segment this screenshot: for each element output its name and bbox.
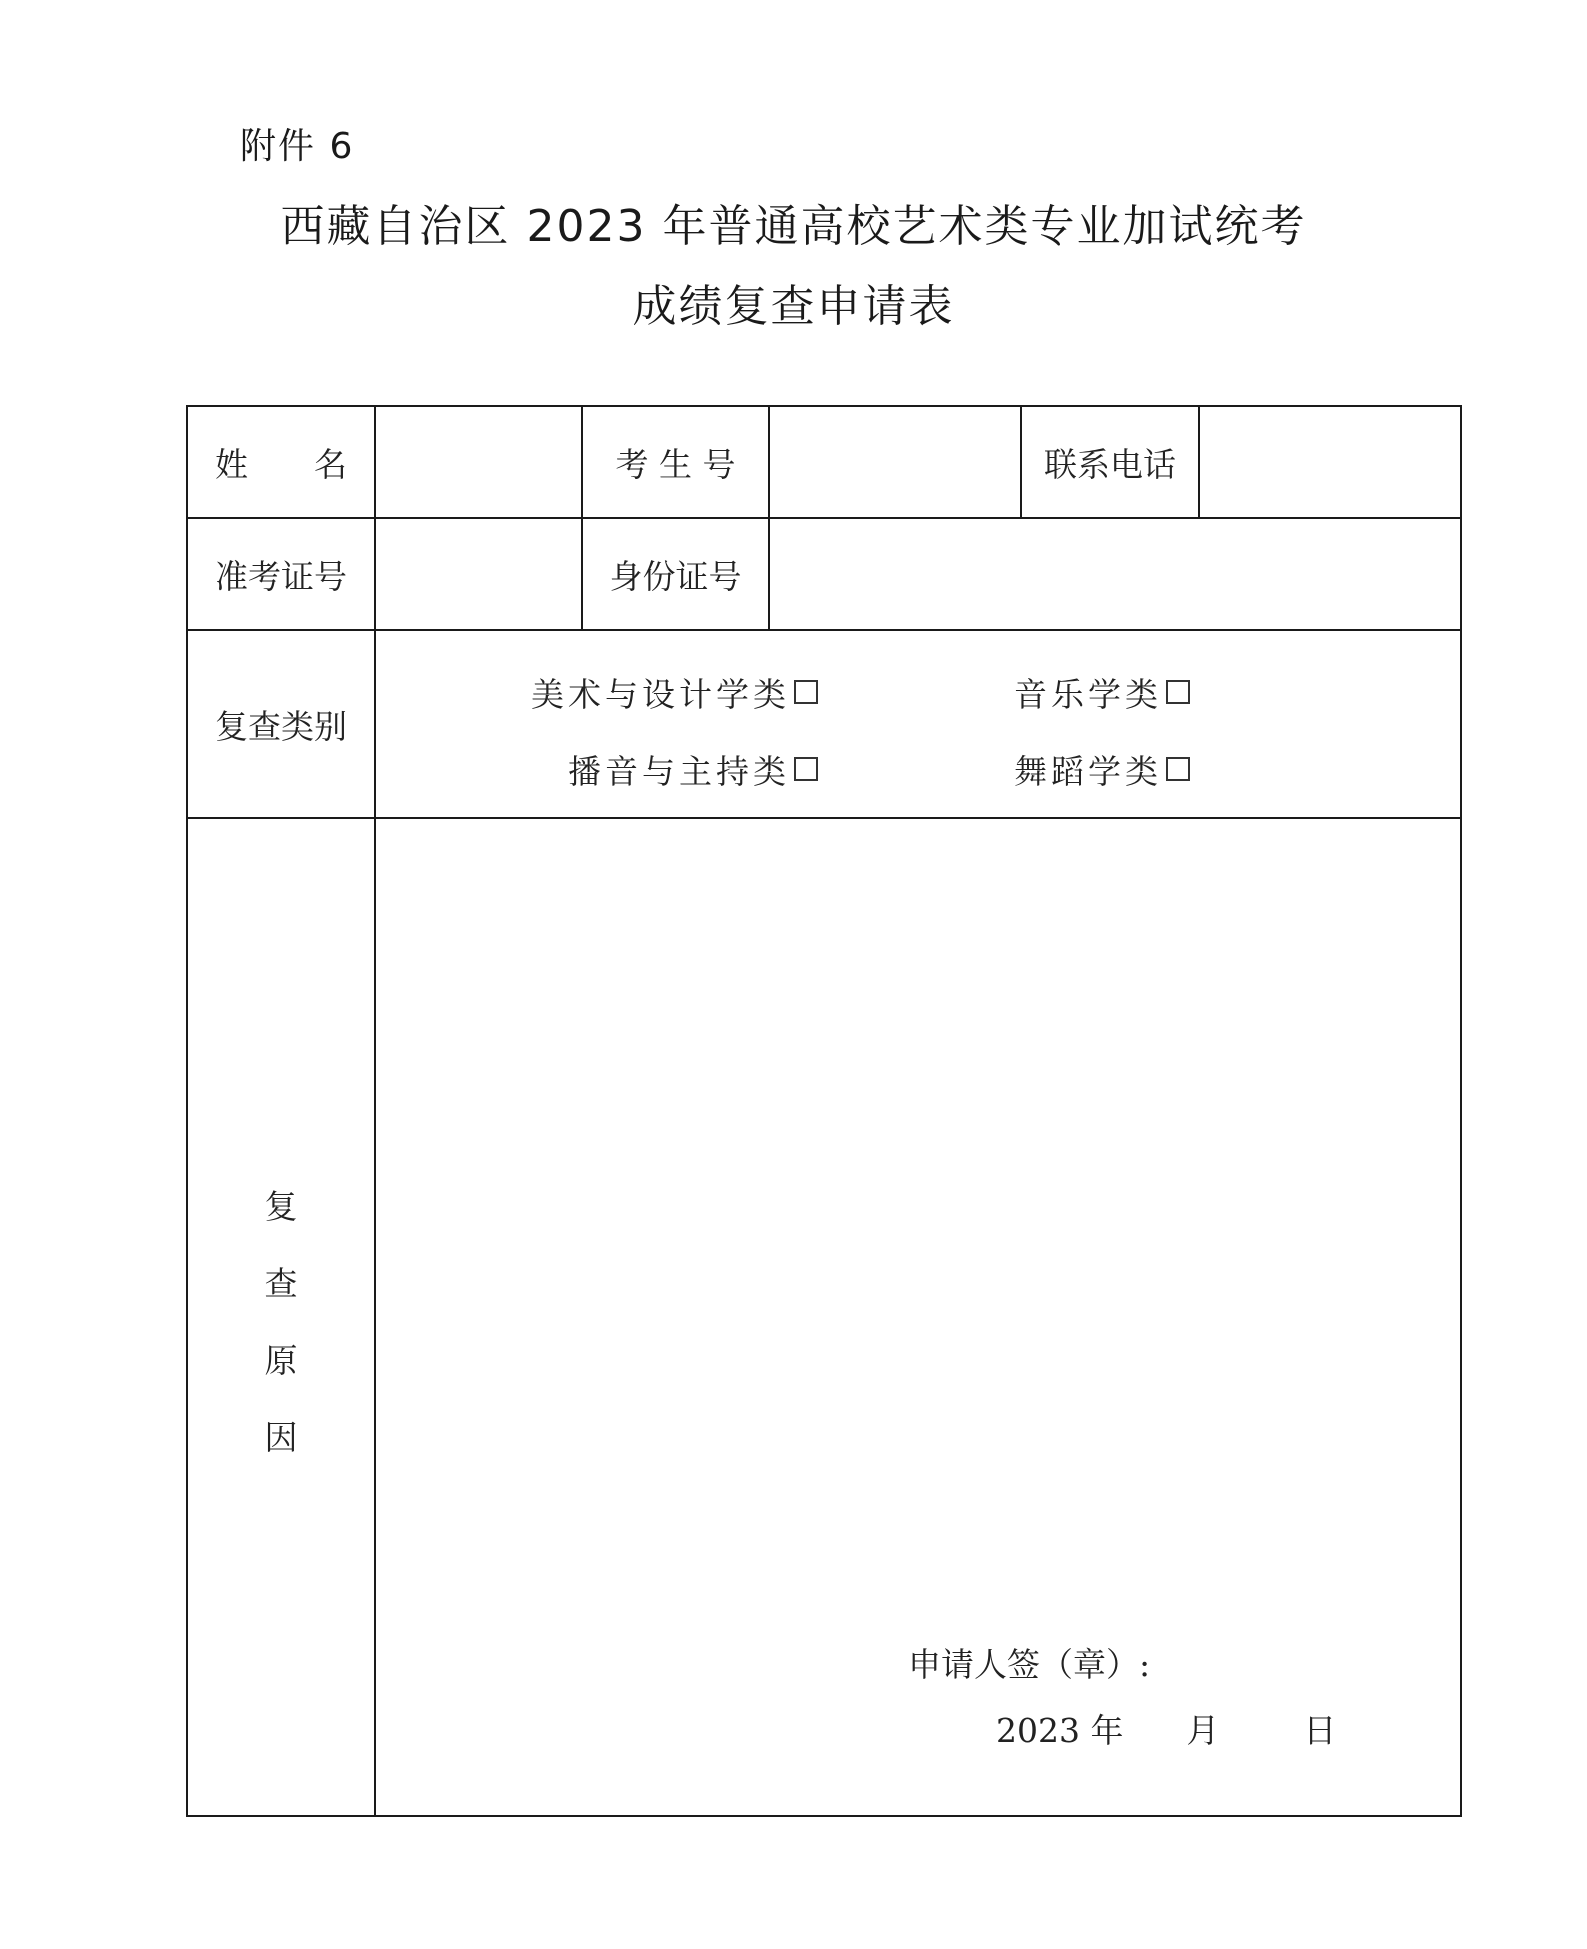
option-label: 音乐学类: [1014, 674, 1162, 714]
reason-char: 查: [264, 1264, 298, 1303]
applicant-signature-label: 申请人签（章）:: [908, 1645, 1151, 1684]
id-number-label: 身份证号: [609, 556, 742, 596]
option-dance[interactable]: [1014, 744, 1190, 794]
admission-ticket-label: 准考证号: [215, 556, 347, 596]
name-field[interactable]: [376, 407, 581, 517]
checkbox[interactable]: [1166, 680, 1190, 704]
exam-number-field[interactable]: [770, 407, 1020, 517]
checkbox[interactable]: [794, 757, 818, 781]
option-art-design[interactable]: [531, 667, 818, 717]
review-application-form: [186, 405, 1462, 1817]
review-category-label: 复查类别: [215, 706, 347, 746]
row-divider: [188, 629, 1460, 631]
id-number-field[interactable]: [770, 519, 1460, 629]
attachment-label: 附件 6: [240, 126, 355, 167]
option-label: 播音与主持类: [568, 751, 790, 791]
name-label: 姓 名: [215, 444, 347, 484]
checkbox[interactable]: [794, 680, 818, 704]
reason-char: 因: [264, 1418, 298, 1457]
admission-ticket-field[interactable]: [376, 519, 581, 629]
checkbox[interactable]: [1166, 757, 1190, 781]
phone-label: 联系电话: [1044, 444, 1176, 484]
form-subtitle: 成绩复查申请表: [632, 281, 955, 332]
reason-char: 原: [264, 1341, 298, 1380]
exam-number-label: 考 生 号: [615, 444, 736, 484]
option-label: 舞蹈学类: [1014, 751, 1162, 791]
option-label: 美术与设计学类: [531, 674, 790, 714]
option-music[interactable]: [1014, 667, 1190, 717]
signature-date: 2023 年 月 日: [996, 1711, 1337, 1750]
review-reason-label: [188, 1187, 374, 1495]
option-broadcasting-hosting[interactable]: [568, 744, 818, 794]
reason-char: 复: [264, 1187, 298, 1226]
form-title: 西藏自治区 2023 年普通高校艺术类专业加试统考: [280, 201, 1307, 252]
phone-field[interactable]: [1200, 407, 1460, 517]
